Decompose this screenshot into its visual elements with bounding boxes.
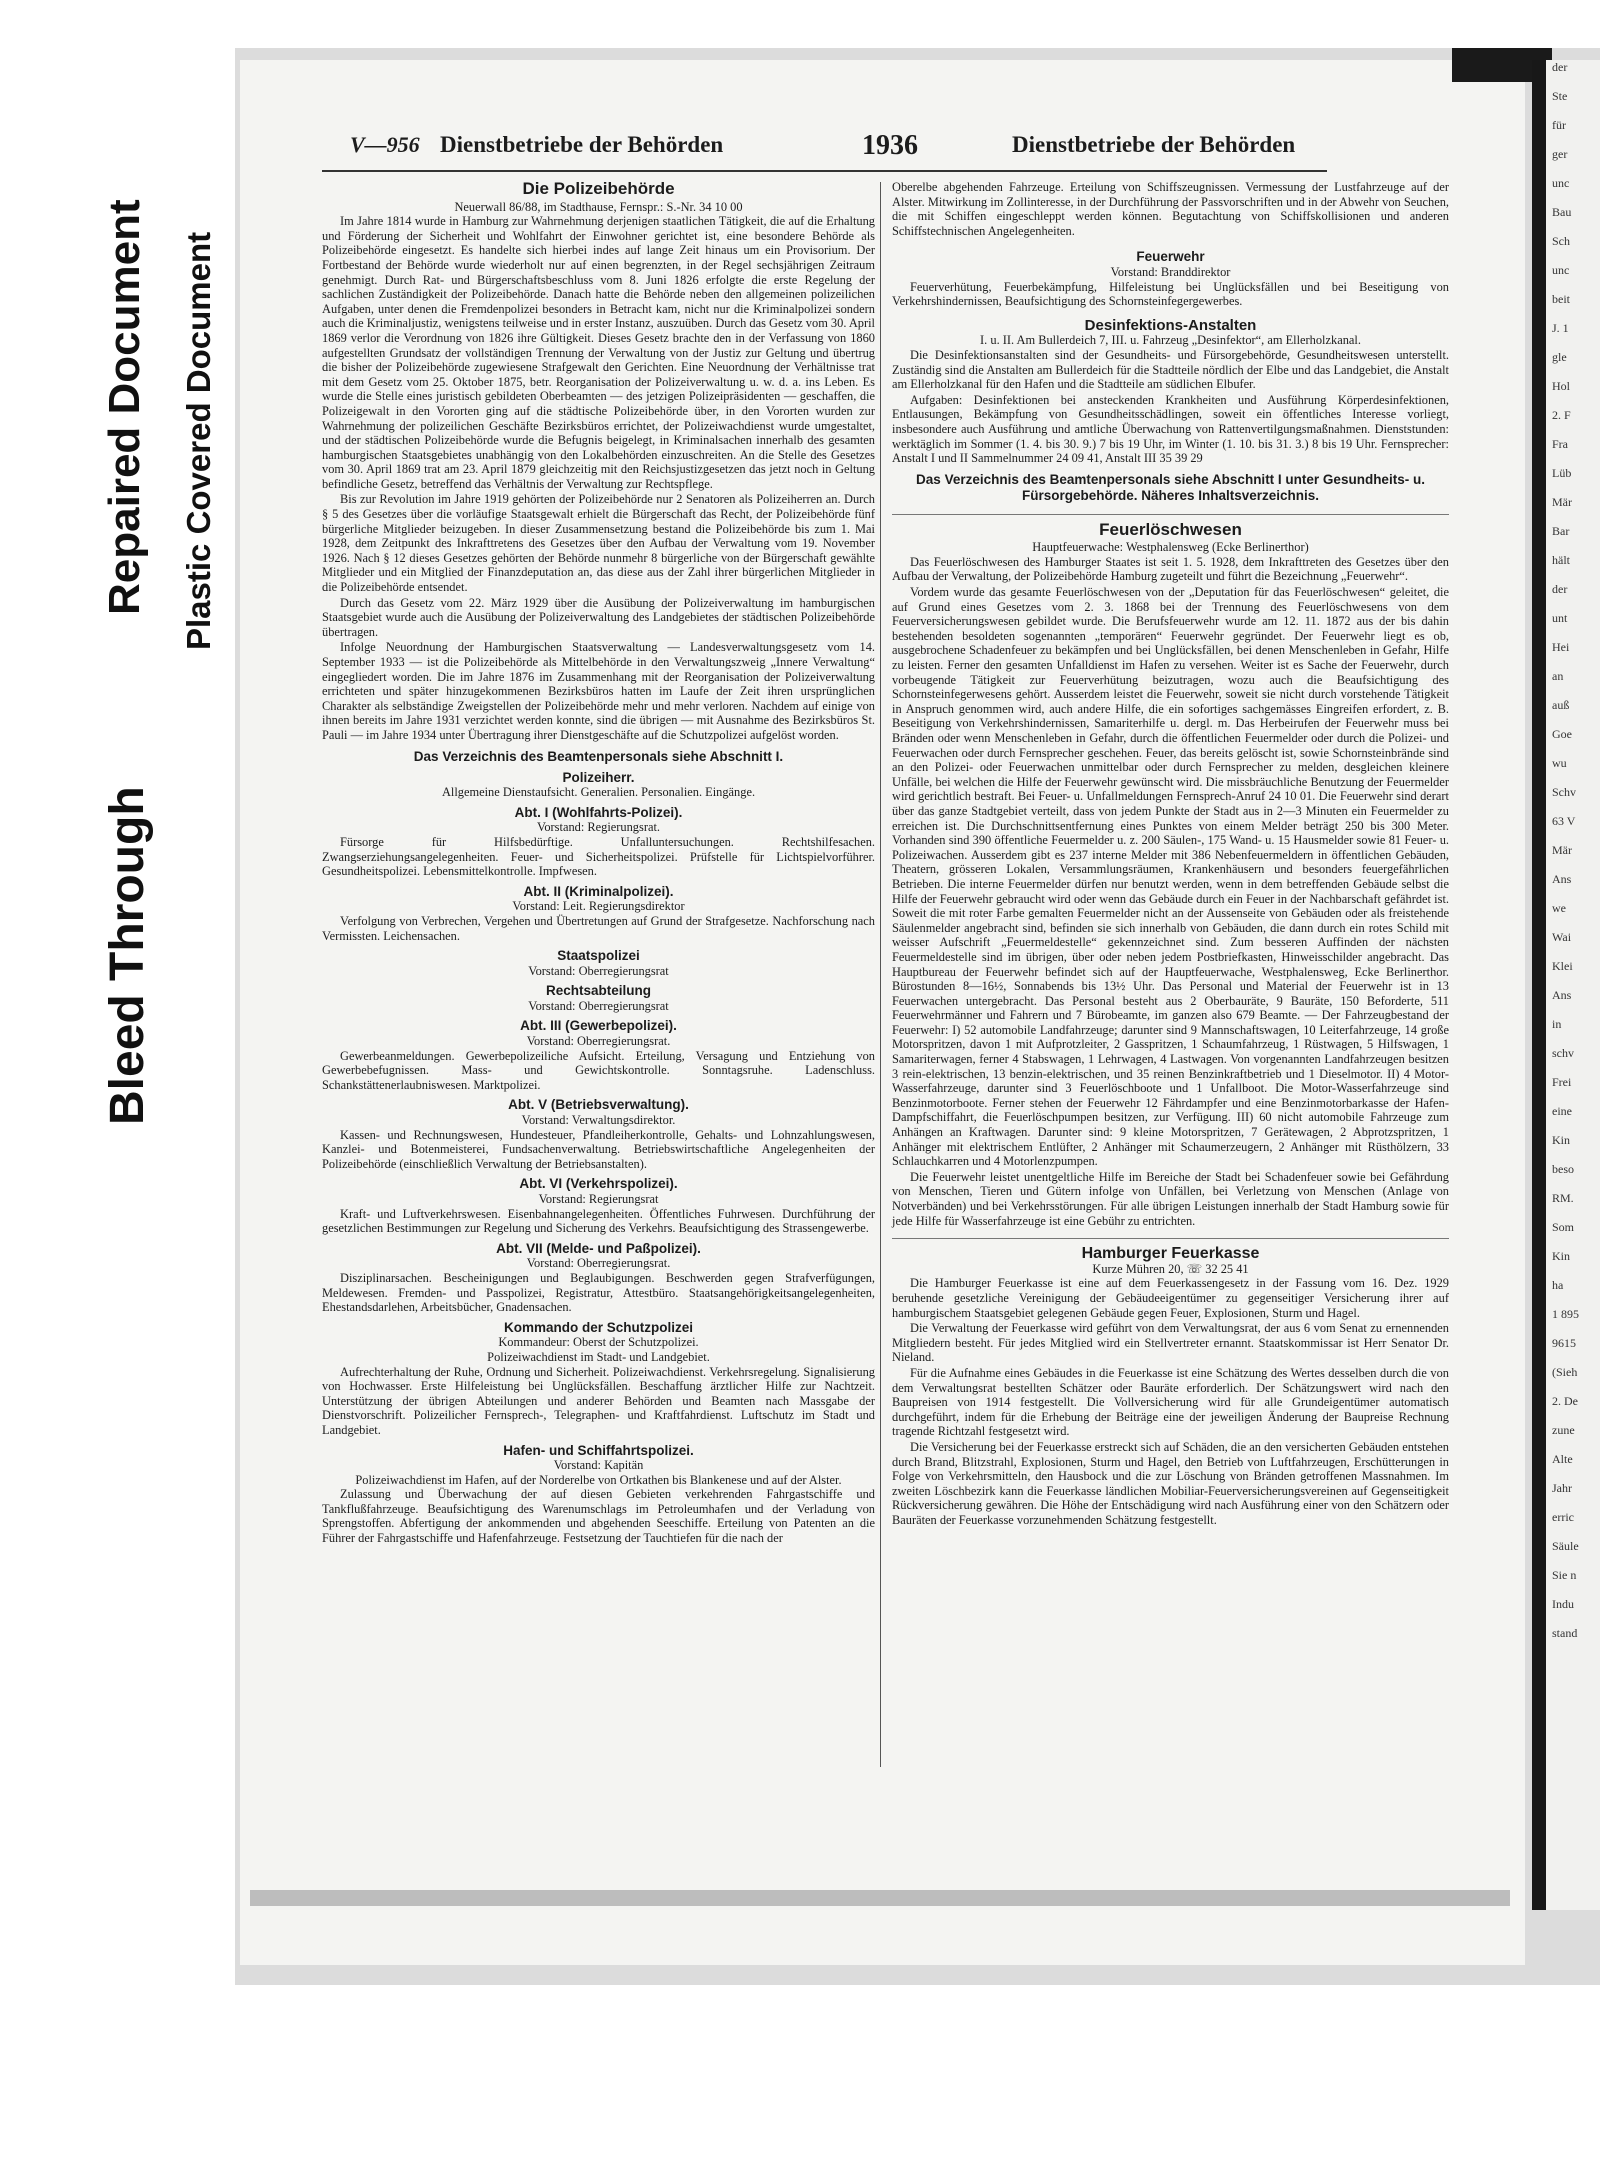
adjacent-page-word: beso [1552,1162,1574,1176]
adjacent-page-word: unt [1552,611,1568,625]
adjacent-page-word: auß [1552,698,1570,712]
department-scope: Polizeiwachdienst im Stadt- und Landgebiet. [487,1349,710,1364]
feuerloeschwesen-address: Hauptfeuerwache: Westphalensweg (Ecke Berlinerthor) [1032,540,1309,555]
desinfektion-text: Aufgaben: Desinfektionen bei ansteckenden Krankheiten und Ausführung Körperdesinfektionen, Entlausungen, Bekämpfung von Gesundheitsschädlingen, soweit ein öffentliches Interesse vorliegt, insbesondere auch Ausführung und amtliche Überwachung von Rattenvertilgungsmaßnahmen. Dienststunden: werktäglich im Sommer (1. 4. bis 30. 9.) 7 bis 19 Uhr, im Winter (1. 10. bis 31. 3.) 8 bis 19 Uhr. Fernsprecher: Anstalt I und II Sammelnummer 24 09 41, Anstalt III 35 39 29 [892,392,1449,466]
feuerkasse-text: Die Versicherung bei der Feuerkasse erstreckt sich auf Schäden, die an den versicherten Gebäuden entstehen durch Brand, Blitzstrahl, Explosionen, Sturm und Hagel, den Betrieb von Luftfahrzeugen, Erschütterungen in Folge von Verkehrsmitteln, den Hausbock und die zur Löschung von Bränden getroffenen Massnahmen. Im zweiten Löschbezirk kann die Feuerkasse ländlichen Mobiliar-Feuerversicherungsvereinen auf Gegenseitigkeit Rückversicherung gewähren. Die Höhe der Entschädigung wird nach Ausführung einer von den Schätzern oder Bauräten der Feuerkasse vorzunehmenden Schätzung festgestellt. [892,1439,1449,1527]
header-year: 1936 [862,130,918,161]
adjacent-page-word: Bau [1552,205,1572,219]
department-title: Hafen- und Schiffahrtspolizei. [503,1442,694,1458]
adjacent-page-word: Säule [1552,1539,1579,1553]
feuerkasse-text: Die Hamburger Feuerkasse ist eine auf dem Feuerkassengesetz in der Fassung vom 16. Dez. 1929 beruhende gesetzliche Vereinigung der Gebäudeeigentümer zu gegenseitiger Versicherung ihrer auf hamburgischem Staatsgebiet gelegenen Gebäude gegen Feuer, Explosionen, Sturm und Hagel. [892,1276,1449,1320]
adjacent-page-word: Wai [1552,930,1572,944]
adjacent-page-word: Schv [1552,785,1576,799]
adjacent-page-word: eine [1552,1104,1572,1118]
adjacent-page-word: Som [1552,1220,1575,1234]
section-title-feuerwehr: Feuerwehr [1136,249,1205,265]
adjacent-page-word: an [1552,669,1564,683]
department-title: Abt. VII (Melde- und Paßpolizei). [496,1240,701,1256]
department-duties: Kassen- und Rechnungswesen, Hundesteuer, Pfandleiherkontrolle, Gehalts- und Lohnzahlungswesen, Kanzlei- und Botenmeisterei, Fundsachenverwaltung. Betriebswirtschaftliche Angelegenheiten der Polizeibehörde (einschließlich Verwaltung der Betriebsanstalten). [322,1127,875,1171]
desinfektion-note: Das Verzeichnis des Beamtenpersonals siehe Abschnitt I unter Gesundheits- u. Fürsorgebehörde. Näheres Inhaltsverzeichnis. [916,471,1425,503]
running-header [350,132,1350,168]
department-head: Vorstand: Oberregierungsrat. [526,1256,671,1271]
adjacent-page-word: Mär [1552,495,1572,509]
feuerwehr-director: Vorstand: Branddirektor [1110,264,1231,279]
history-paragraph: Im Jahre 1814 wurde in Hamburg zur Wahrnehmung derjenigen staatlichen Tätigkeit, die auf die Erhaltung und Förderung der Sicherheit und Wohlfahrt der Einwohner gerichtet ist, eine besondere Behörde als Polizeibehörde eingesetzt. Es handelte sich hierbei indes auf lange Zeit hinaus um ein Provisorium. Der Fortbestand der Behörde wurde wiederholt nur auf einen begrenzten, in der Regel sechsjährigen Zeitraum genehmigt. Durch Rat- und Bürgerschaftsbeschluss vom 8. Juni 1826 erfolgte die erste Regelung der sachlichen Zuständigkeit der Polizeibehörde. Danach hatte die Behörde neben den allgemeinen polizeilichen Aufgaben, unter denen die Fremdenpolizei besonders in Betracht kam, nicht nur die Kriminalpolizei sondern auch die Kriminaljustiz, wenigstens teilweise und in erster Instanz, auszuüben. Durch das Gesetz vom 30. April 1869 verlor die Verordnung von 1826 ihre Gültigkeit. Dieses Gesetz brachte den in der Verfassung von 1860 aufgestellten Grundsatz der vollständigen Trennung der Verwaltung von der Justiz zur Geltung und übertrug die bisher der Polizeibehörde zugewiesene Strafgewalt den Gerichten. Eine Neuordnung der Verhältnisse trat mit dem Gesetz vom 25. Oktober 1875, betr. Reorganisation der Polizeiverwaltung u. w. d. a. ins Leben. Es wurde die Stelle eines juristisch gebildeten Oberbeamten — des jetzigen Polizeipräsidenten — geschaffen, die Polizeigewalt in den Vororten ging auf die städtische Polizeibehörde über, in den Vororten wurden zur Wahrnehmung der polizeilichen Geschäfte Bezirksbüros errichtet, der Polizeiwachdienst wurde umgestaltet, und der städtischen Polizeibehörde wurde die Befugnis beigelegt, in Kriminalsachen innerhalb des gesamten hamburgischen Staatsgebietes unabhängig von den Lokalbehörden einzuschreiten. An die Stelle des Gesetzes vom 30. April 1869 trat am 23. April 1879 gleichzeitig mit den Reichsjustizgesetzen das jetzt noch in Geltung befindliche Gesetz, betreffend das Verhältnis der Verwaltung zur Rechtspflege. [322,214,875,491]
adjacent-page-word: 2. De [1552,1394,1578,1408]
adjacent-page-word: RM. [1552,1191,1574,1205]
left-column [322,180,875,1547]
polizeibehoerde-address: Neuerwall 86/88, im Stadthause, Fernspr.: S.-Nr. 34 10 00 [454,199,743,214]
adjacent-page-word: Kin [1552,1133,1570,1147]
department-head: Vorstand: Leit. Regierungsdirektor [512,899,685,914]
adjacent-page-word: Ans [1552,872,1572,886]
adjacent-page-word: 1 895 [1552,1307,1579,1321]
feuerloeschwesen-text: Die Feuerwehr leistet unentgeltliche Hilfe im Bereiche der Stadt bei Schadenfeuer sowie bei Gefährdung von Menschen, Tieren und Gütern infolge von Unfällen, bei Verletzung von Menschen (Anlage von Notverbänden) und bei Verkehrsstörungen. Für alle übrigen Leistungen innerhalb der Stadt Hamburg sowie für jede Hilfe für Wasserfahrzeuge ist eine Gebühr zu entrichten. [892,1169,1449,1228]
department-title: Rechtsabteilung [545,983,651,999]
adjacent-page-word: Ste [1552,89,1568,103]
header-rule [322,170,1327,172]
adjacent-page-word: Hol [1552,379,1570,393]
section-title-feuerkasse: Hamburger Feuerkasse [1081,1245,1260,1263]
adjacent-page-word: beit [1552,292,1570,306]
adjacent-page-word: zune [1552,1423,1575,1437]
adjacent-page-word: Goe [1552,727,1572,741]
department-duties: Disziplinarsachen. Bescheinigungen und Beglaubigungen. Beschwerden gegen Strafverfügungen, Meldewesen. Fremden- und Passpolizei, Registratur, Attestbüro. Staatsangehörigkeitsangelegenheiten, Ehestandsdarlehen, Arbeitsbücher, Gnadensachen. [322,1270,875,1315]
department-title: Kommando der Schutzpolizei [503,1319,693,1335]
adjacent-page-word: 2. F [1552,408,1571,422]
adjacent-page-word: Indu [1552,1597,1574,1611]
page-number: V—956 [350,132,420,157]
department-duties: Verfolgung von Verbrechen, Vergehen und Übertretungen auf Grund der Strafgesetze. Nachforschung nach Vermissten. Leichensachen. [322,913,875,943]
adjacent-page-fragment [1546,60,1600,1910]
header-title-right: Dienstbetriebe der Behörden [1012,132,1296,157]
adjacent-page-word: erric [1552,1510,1574,1524]
feuerwehr-text: Feuerverhütung, Feuerbekämpfung, Hilfeleistung bei Unglücksfällen und bei Beseitigung von Verkehrshindernissen, Beaufsichtigung des Schornsteinfegergewerbes. [892,279,1449,309]
adjacent-page-word: we [1552,901,1566,915]
section-divider [892,514,1449,515]
history-paragraph: Infolge Neuordnung der Hamburgischen Staatsverwaltung — Landesverwaltungsgesetz vom 14. September 1933 — ist die Polizeibehörde als Mittelbehörde in den Verwaltungszweig „Innere Verwaltung“ eingegliedert worden. Die im Jahre 1876 im Zusammenhang mit der Reorganisation der Polizeiverwaltung errichteten und später hinzugekommenen Bezirksbüros hatten im Laufe der Zeit ihren ursprünglichen Charakter als selbständige Zweigstellen der Polizeibehörde mehr und mehr verloren. Nachdem auf einige von ihnen bereits im Jahre 1931 verzichtet werden konnte, sind die übrigen — mit Ausnahme des Bezirksbüros St. Pauli — im Jahre 1934 unter Übertragung ihrer Dienstgeschäfte auf die Schutzpolizei aufgelöst worden. [322,640,875,742]
department-title: Abt. V (Betriebsverwaltung). [508,1097,689,1113]
department-list [322,771,875,1546]
department-title: Abt. VI (Verkehrspolizei). [519,1176,678,1192]
department-title: Polizeiherr. [562,769,635,785]
adjacent-page-word: Kin [1552,1249,1570,1263]
department-duties: Zulassung und Überwachung der auf diesen Gebieten verkehrenden Fahrgastschiffe und Tankflußfahrzeuge. Beaufsichtigung des Warenumschlags im Petroleumhafen und der Verladung von Sprengstoffen. Abfertigung der ankommenden und abgehenden Seeschiffe. Erteilung von Patenten an die Führer der Fahrgastschiffe und Hafenfahrzeuge. Festsetzung der Tauchtiefen für die nach der [322,1487,875,1546]
adjacent-page-word: der [1552,60,1568,74]
adjacent-page-word: Frei [1552,1075,1572,1089]
adjacent-page-word: unc [1552,263,1570,277]
repaired-document-label: Repaired Document [100,199,149,615]
header-title-left: Dienstbetriebe der Behörden [440,132,724,157]
column-separator [880,182,881,1767]
feuerkasse-text: Die Verwaltung der Feuerkasse wird geführt von dem Verwaltungsrat, der aus 6 vom Senat zu ernennenden Mitgliedern besteht. Für jedes Mitglied wird ein Stellvertreter ernannt. Staatskommissar ist Herr Senator Dr. Nieland. [892,1321,1449,1365]
history-paragraph: Durch das Gesetz vom 22. März 1929 über die Ausübung der Polizeiverwaltung im hamburgischen Staatsgebiet wurde auch die Ausübung der Polizeiverwaltung des Landgebietes der städtischen Polizeibehörde übertragen. [322,595,875,639]
adjacent-page-word: schv [1552,1046,1574,1060]
department-duties: Fürsorge für Hilfsbedürftige. Unfalluntersuchungen. Rechtshilfesachen. Zwangserziehungsangelegenheiten. Feuer- und Sicherheitspolizei. Prüfstelle für Lichtspielvorführer. Gesundheitspolizei. Lebensmittelkontrolle. Impfwesen. [322,834,875,879]
adjacent-page-word: der [1552,582,1568,596]
adjacent-page-word: Sch [1552,234,1570,248]
desinfektion-address: I. u. II. Am Bullerdeich 7, III. u. Fahrzeug „Desinfektor“, am Ellerholzkanal. [980,333,1361,348]
section-title-polizeibehoerde: Die Polizeibehörde [522,179,675,198]
department-head: Kommandeur: Oberst der Schutzpolizei. [498,1335,699,1350]
department-head: Vorstand: Kapitän [553,1458,644,1473]
adjacent-page-word: unc [1552,176,1570,190]
department-scope: Polizeiwachdienst im Hafen, auf der Norderelbe von Ortkathen bis Blankenese und auf der Alster. [355,1472,842,1487]
desinfektion-text: Die Desinfektionsanstalten sind der Gesundheits- und Fürsorgebehörde, Gesundheitswesen unterstellt. Zuständig sind die Anstalten am Bullerdeich für die Stadtteile nördlich der Elbe und das Landgebiet, die Anstalt am Ellerholzkanal für den Hafen und die Stadtteile am südlichen Elbufer. [892,347,1449,392]
department-title: Staatspolizei [557,948,640,964]
department-head: Vorstand: Verwaltungsdirektor. [521,1113,676,1128]
adjacent-page-word: hält [1552,553,1570,567]
adjacent-page-word: (Sieh [1552,1365,1578,1379]
adjacent-page-word: Sie n [1552,1568,1577,1582]
page-gutter [1532,60,1546,1910]
adjacent-page-word: stand [1552,1626,1578,1640]
section-divider [892,1238,1449,1239]
continued-paragraph: Oberelbe abgehenden Fahrzeuge. Erteilung von Schiffszeugnissen. Vermessung der Lustfahrzeuge auf der Alster. Mitwirkung im Zollinteresse, in der Durchführung der Passvorschriften und in der Abwehr von Seuchen, die mit Schiffen eingeschleppt werden können. Begutachtung von Schiffskollisionen und anderen Schiffstechnischen Angelegenheiten. [892,180,1449,238]
department-head: Vorstand: Regierungsrat [538,1192,659,1206]
page-edge-shadow [250,1890,1510,1906]
adjacent-page-word: Hei [1552,640,1570,654]
feuerloeschwesen-text: Das Feuerlöschwesen des Hamburger Staates ist seit 1. 5. 1928, dem Inkrafttreten des Gesetzes über den Aufbau der Verwaltung, der Polizeibehörde Hamburg zugeteilt und führt die Bezeichnung „Feuerwehr“. [892,554,1449,584]
department-head: Vorstand: Regierungsrat. [537,820,660,835]
department-duties: Aufrechterhaltung der Ruhe, Ordnung und Sicherheit. Polizeiwachdienst. Verkehrsregelung. Signalisierung von Hochwasser. Erste Hilfeleistung bei Unglücksfällen. Beschaffung ärztlicher Hilfe zur Nachtzeit. Unterstützung der übrigen Abteilungen und anderer Behörden und Beamten nach Massgabe der Dienstvorschrift. Polizeilicher Fernsprech-, Telegraphen- und Kraftfahrdienst. Luftschutz im Stadt und Landgebiet. [322,1364,875,1437]
section-title-desinfektion: Desinfektions-Anstalten [1084,316,1257,334]
department-head: Vorstand: Oberregierungsrat [528,998,669,1013]
feuerloeschwesen-text: Vordem wurde das gesamte Feuerlöschwesen von der „Deputation für das Feuerlöschwesen“ geleitet, die auf Grund eines Gesetzes vom 2. 3. 1868 bei der Trennung des Feuerlöschwesens von dem Feuerversicherungswesen gebildet wurde. Die Berufsfeuerwehr wurde am 12. 11. 1872 aus der bis dahin bestehenden besoldeten sogenannten „temporären“ Feuerwehr gegründet. Der Feuerwehr liegt es ob, ausgebrochene Schadenfeuer zu bekämpfen und bei Unglücksfällen, bei denen Menschenleben in Gefahr, Hilfe zu leisten. Ferner den gesamten Unfalldienst im Hafen zu versehen. Weiter ist es Sache der Feuerwehr, durch vorbeugende Tätigkeit zur Feuerverhütung beizutragen, wozu auch die Beaufsichtigung des Schornsteinfegerwesens gehört. Ausserdem leistet die Feuerwehr, soweit sie nicht durch vorstehende Tätigkeit in Anspruch genommen wird, auch andere Hilfe, die ein sofortiges sachgemässes Eingreifen erfordert, z. B. Beseitigung von Verkehrshindernissen, Samariterhilfe u. dergl. m. Das Herbeirufen der Feuerwehr muss bei Bränden oder wenn Menschenleben in Gefahr, durch die öffentlichen Feuermelder oder durch die Polizei- und Feuerwachen oder durch Fernsprecher geschehen. Feuer, das bereits gelöscht ist, sowie Schornsteinbrände sind an den Polizei- oder Feuerwachen unmittelbar oder durch Fernsprecher zu melden, desgleichen kleinere Unfälle, bei welchen die Hilfe der Feuerwehr gewünscht wird. Die missbräuchliche Benutzung der Feuermelder wird gerichtlich bestraft. Bei Feuer- u. Unfallmeldungen Fernsprech-Anruf 24 10 01. Die Feuerwehr sind derart über das ganze Stadtgebiet verteilt, dass von jedem Punkte der Stadt aus in 2—3 Minuten ein Feuermelder zu erreichen ist. Die Durchschnittsentfernung eines Punktes von einem Melder beträgt 250 bis 300 Meter. Vorhanden sind 390 öffentliche Feuermelder u. z. 200 Säulen-, 175 Wand- u. 15 Hausmelder sowie 81 Feuer- u. Polizeiwachen. Ausserdem gibt es 237 interne Melder mit 386 Nebenfeuermeldern in öffentlichen Gebäuden, Theatern, grösseren Lokalen, Versammlungsräumen, Krankenhäusern und besonders feuergefährlichen Betrieben. Die interne Feuermelder dürfen nur benutzt werden, wenn in dem betreffenden Gebäude selbst die Hilfe der Feuerwehr gebraucht wird oder wenn das Gebäude durch ein Feuer in der Nachbarschaft gefährdet ist. Soweit die mit roter Farbe gemalten Feuermelder nicht an der Aussenseite von Gebäuden oder als freistehende Säulenmelder angebracht sind, befinden sie sich innerhalb von Gebäuden, die dann durch ein rotes Schild mit weisser Aufschrift „Feuermeldestelle“ gekennzeichnet sind. Zum besseren Auffinden der nächsten Feuermeldestelle sind im übrigen, über oder neben jedem Postbriefkasten, Hinweisschilder angebracht. Das Hauptbureau der Feuerwehr befindet sich auf der Hauptfeuerwache, Westphalensweg, Ecke Berlinerthor. Bürostunden 8—16½, Sonnabends bis 13½ Uhr. Das Personal und Material der Feuerwehr ist in 13 Feuerwachen untergebracht. Das Personal besteht aus 2 Oberbauräte, 9 Bauräte, 150 Beforderte, 511 Feuerwehrmänner und Fahrern und 7 Bürobeamte, im ganzen also 679 Beamte. — Der Fahrzeugbestand der Feuerwehr: I) 52 automobile Landfahrzeuge; darunter sind 9 Mannschaftswagen, 10 Leiterfahrzeuge, 14 große Motorspritzen, davon 1 mit Aufprotzleiter, 2 Gasspritzen, 1 Schaumfahrzeug, 1 Rüstwagen, 5 Hilfswagen, 1 Samariterwagen, ferner 4 Stabswagen, 1 Lehrwagen, 4 Lastwagen. Von vorgenannten Landfahrzeugen besitzen 3 rein-elektrischen, 13 benzin-elektrischen, und 35 reinen Benzinkraftbetrieb und 1 Dieselmotor. II) 4 Motor-Wasserfahrzeuge, darunter sind 3 Feuerlöschboote und 1 Unfallboot. Die Motor-Wasserfahrzeuge sind Benzinmotorboote. Ferner stehen der Feuerwehr 12 Fährdampfer und eine Benzinmotorbarkasse der Hafen-Dampfschiffahrt, die Feuerlöschpumpen besitzen, zur Verfügung. III) 60 nicht automobile Fahrzeuge zum Anhängen an Kraftwagen. Darunter sind: 9 kleine Motorspritzen, 7 Gerätewagen, 2 Abprotzspritzen, 1 Anhänger mit elektrischem Entlüfter, 2 Anhänger mit Schaumerzeugern, 2 Anhänger mit Rüsthölzern, 33 Schlauchkarren und 4 Motorlenzpumpen. [892,585,1449,1169]
department-head: Vorstand: Oberregierungsrat [528,963,669,978]
section-title-feuerloeschwesen: Feuerlöschwesen [1099,519,1242,539]
feuerkasse-address: Kurze Mühren 20, ☏ 32 25 41 [1092,1261,1249,1276]
department-title: Abt. I (Wohlfahrts-Polizei). [514,804,683,820]
department-title: Abt. III (Gewerbepolizei). [520,1018,677,1034]
adjacent-page-word: Jahr [1552,1481,1572,1495]
adjacent-page-word: wu [1552,756,1567,770]
right-column [892,180,1449,1528]
adjacent-page-word: ger [1552,147,1568,161]
plastic-covered-label: Plastic Covered Document [180,231,217,650]
adjacent-page-word: ha [1552,1278,1564,1292]
adjacent-page-word: Alte [1552,1452,1573,1466]
adjacent-page-word: Mär [1552,843,1572,857]
department-duties: Kraft- und Luftverkehrswesen. Eisenbahnangelegenheiten. Öffentliches Fuhrwesen. Durchführung der gesetzlichen Bestimmungen zur Regelung und Sicherung des Verkehrs. Beaufsichtigung des Strassengewerbe. [322,1206,875,1236]
adjacent-page-word: Klei [1552,959,1573,973]
adjacent-page-word: in [1552,1017,1562,1031]
adjacent-page-word: gle [1552,350,1567,364]
feuerkasse-text: Für die Aufnahme eines Gebäudes in die Feuerkasse ist eine Schätzung des Wertes desselben durch die von dem Verwaltungsrat bestellten Schätzer oder Bauräte erforderlich. Der Schätzungswert wird nach den Baupreisen von 1914 festgestellt. Die Vollversicherung wird für alle Grundeigentümer automatisch durchgeführt, indem für die Erhebung der Beiträge eine der jeweiligen Änderung der Baupreise Rechnung tragende Richtzahl festgesetzt wird. [892,1365,1449,1439]
bleed-through-label: Bleed Through [101,786,154,1125]
adjacent-page-word: Ans [1552,988,1572,1002]
department-duties: Gewerbeanmeldungen. Gewerbepolizeiliche Aufsicht. Erteilung, Versagung und Entziehung von Gewerbebefugnissen. Mass- und Gewichtskontrolle. Sonntagsruhe. Ladenschluss. Schankstättenerlaubniswesen. Marktpolizei. [322,1048,875,1092]
adjacent-page-word: Lüb [1552,466,1572,480]
personnel-note: Das Verzeichnis des Beamtenpersonals siehe Abschnitt I. [413,748,784,764]
department-head: Allgemeine Dienstaufsicht. Generalien. Personalien. Eingänge. [441,785,756,800]
adjacent-page-word: Fra [1552,437,1568,451]
adjacent-page-word: 63 V [1552,814,1576,828]
adjacent-page-word: für [1552,118,1566,132]
department-title: Abt. II (Kriminalpolizei). [523,883,674,899]
history-paragraph: Bis zur Revolution im Jahre 1919 gehörten der Polizeibehörde nur 2 Senatoren als Polizeiherren an. Durch § 5 des Gesetzes über die vorläufige Staatsgewalt erhielt die Bürgerschaft das Recht, der Polizeibehörde fünf bürgerliche Mitglieder beizugeben. In dieser Zusammensetzung bestand die Polizeibehörde bis zum 1. Mai 1928, dem Zeitpunkt des Inkrafttretens des Gesetzes über den Aufbau der Verwaltung vom 19. November 1926. Nach § 12 dieses Gesetzes gehörten der Behörde nunmehr 8 bürgerliche von der Bürgerschaft gewählte Mitglieder und ein Mitglied der Finanzdeputation an, das diese aus der Zahl ihrer bürgerlichen Mitglieder in die Polizeibehörde entsendet. [322,492,875,595]
department-head: Vorstand: Oberregierungsrat. [526,1034,671,1049]
adjacent-page-word: 9615 [1552,1336,1576,1350]
adjacent-page-word: Bar [1552,524,1570,538]
adjacent-page-word: J. 1 [1552,321,1569,335]
